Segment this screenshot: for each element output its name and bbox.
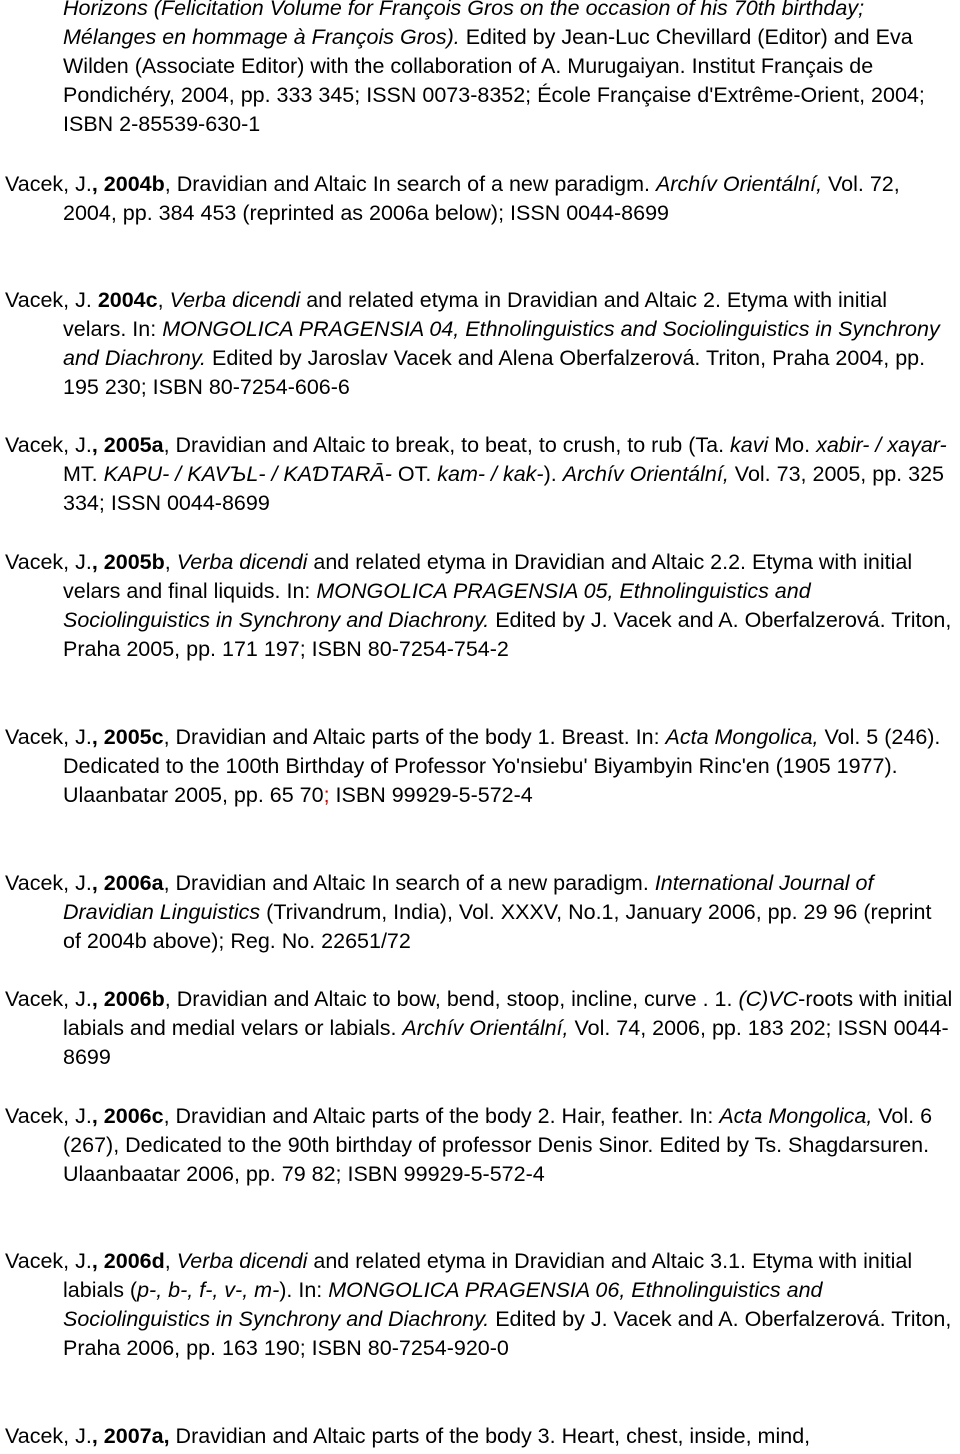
entry-text-segment: (C)VC <box>738 987 799 1011</box>
entry-text-segment: Verba dicendi <box>176 550 308 574</box>
entry-text-segment: Dravidian and Altaic parts of the body 3. Heart, chest, inside, mind, <box>169 1424 811 1448</box>
bibliography-entry-vacek-2007a <box>5 1422 955 1451</box>
entry-text-segment: , 2007a, <box>91 1424 170 1448</box>
entry-text-segment: Archív Orientální, <box>562 462 729 486</box>
entry-text-segment: Vacek, J. <box>5 172 92 196</box>
entry-text-segment: Vacek, J. <box>5 550 92 574</box>
entry-text-segment: Edited by Jean-Luc Chevillard (Editor) and Eva Wilden (Associate Editor) with the collaboration of A. Murugaiyan. Institut Français de Pondichéry, 2004, pp. 333 345; ISSN 0073-8352; École Française d'Extrême-Orient, 2004; ISBN 2-85539-630-1 <box>63 25 925 136</box>
bibliography-entry-horizons-continuation <box>5 0 955 139</box>
entry-text-segment: , Dravidian and Altaic to bow, bend, stoop, incline, curve . 1. <box>164 987 739 1011</box>
entry-text-segment: MONGOLICA PRAGENSIA 05, Ethnolinguistics and Sociolinguistics in Synchrony and Diachrony. <box>63 579 811 632</box>
entry-text-segment: , 2004b <box>91 172 165 196</box>
bibliography-entry-vacek-2005b <box>5 548 955 664</box>
bibliography-entry-vacek-2006b <box>5 985 955 1072</box>
entry-text-segment: ). <box>543 462 563 486</box>
bibliography-entry-vacek-2006c <box>5 1102 955 1189</box>
entry-text-segment: , 2006c <box>91 1104 164 1128</box>
entry-text-segment: Vacek, J. <box>5 1104 92 1128</box>
bibliography-entry-vacek-2004c <box>5 286 955 402</box>
entry-text-segment: 2004c <box>97 288 158 312</box>
bibliography-entry-vacek-2004b <box>5 170 955 228</box>
entry-text-segment: (Trivandrum, India), Vol. XXXV, No.1, January 2006, pp. 29 96 (reprint of 2004b above); Reg. No. 22651/72 <box>63 900 932 953</box>
entry-text-segment: , Dravidian and Altaic In search of a new paradigm. <box>164 172 656 196</box>
entry-text-segment: International Journal of Dravidian Linguistics <box>63 871 874 924</box>
entry-text-segment: Edited by J. Vacek and A. Oberfalzerová. Triton, Praha 2006, pp. 163 190; ISBN 80-7254-920-0 <box>63 1307 952 1360</box>
entry-text-segment: , <box>157 288 170 312</box>
entry-text-segment: and related etyma in Dravidian and Altaic 2.2. Etyma with initial velars and final liquids. In: <box>63 550 913 603</box>
entry-text-segment: xabir- / xaγar- <box>816 433 947 457</box>
entry-text-segment: Archív Orientální, <box>655 172 823 196</box>
entry-text-segment: , 2005a <box>91 433 164 457</box>
entry-text-segment: Verba dicendi <box>169 288 301 312</box>
entry-text-segment: Vol. 74, 2006, pp. 183 202; ISSN 0044-8699 <box>63 1016 949 1069</box>
entry-text-segment: , Dravidian and Altaic to break, to beat, to crush, to rub (Ta. <box>163 433 731 457</box>
entry-text-segment: Vacek, J. <box>5 1249 92 1273</box>
entry-text-segment: -roots with initial labials and medial velars or labials. <box>63 987 953 1040</box>
entry-text-segment: MONGOLICA PRAGENSIA 06, Ethnolinguistics and Sociolinguistics in Synchrony and Diachrony. <box>63 1278 823 1331</box>
entry-text-segment: ). In: <box>279 1278 329 1302</box>
entry-text-segment: , <box>164 550 177 574</box>
entry-text-segment: , 2005c <box>91 725 164 749</box>
entry-text-segment: Vacek, J. <box>5 433 92 457</box>
entry-text-segment: , 2006d <box>91 1249 165 1273</box>
entry-text-segment: Vol. 73, 2005, pp. 325 334; ISSN 0044-8699 <box>63 462 944 515</box>
entry-text-segment: Edited by Jaroslav Vacek and Alena Oberfalzerová. Triton, Praha 2004, pp. 195 230; ISBN 80-7254-606-6 <box>63 346 926 399</box>
entry-text-segment: , Dravidian and Altaic parts of the body 1. Breast. In: <box>163 725 666 749</box>
entry-text-segment: ; <box>323 783 330 807</box>
entry-text-segment: ISBN 99929-5-572-4 <box>329 783 533 807</box>
bibliography-entry-vacek-2005c <box>5 723 955 810</box>
entry-text-segment: , 2006b <box>91 987 165 1011</box>
entry-text-segment: Acta Mongolica, <box>665 725 819 749</box>
entry-text-segment: Vol. 72, 2004, pp. 384 453 (reprinted as 2006a below); ISSN 0044-8699 <box>63 172 900 225</box>
entry-text-segment: , 2006a <box>91 871 164 895</box>
entry-text-segment: kavi <box>730 433 769 457</box>
entry-text-segment: Vacek, J. <box>5 288 98 312</box>
entry-text-segment: Acta Mongolica, <box>719 1104 873 1128</box>
bibliography-entry-vacek-2005a <box>5 431 955 518</box>
entry-text-segment: Vacek, J. <box>5 871 92 895</box>
bibliography-entry-vacek-2006a <box>5 869 955 956</box>
entry-text-segment: Vacek, J. <box>5 987 92 1011</box>
entry-text-segment: Vacek, J. <box>5 725 92 749</box>
entry-text-segment: Vol. 6 (267), Dedicated to the 90th birthday of professor Denis Sinor. Edited by Ts. Shagdarsuren. Ulaanbaatar 2006, pp. 79 82; ISBN 99929-5-572-4 <box>63 1104 933 1186</box>
entry-text-segment: , 2005b <box>91 550 165 574</box>
entry-text-segment: Vol. 5 (246). Dedicated to the 100th Birthday of Professor Yo'nsiebu' Biyambyin Rinc'en (1905 1977). Ulaanbatar 2005, pp. 65 70 <box>63 725 941 807</box>
entry-text-segment: KAPU- / KAVЪL- / KAƊTARĀ- <box>103 462 392 486</box>
entry-text-segment: Horizons (Felicitation Volume for François Gros on the occasion of his 70th birthday; Mélanges en hommage à François Gros). <box>63 0 865 49</box>
entry-text-segment: Vacek, J. <box>5 1424 92 1448</box>
bibliography-entry-vacek-2006d <box>5 1247 955 1363</box>
entry-text-segment: OT. <box>391 462 438 486</box>
entry-text-segment: p-, b-, f-, v-, m- <box>137 1278 280 1302</box>
entry-text-segment: and related etyma in Dravidian and Altaic 3.1. Etyma with initial labials ( <box>63 1249 913 1302</box>
entry-text-segment: and related etyma in Dravidian and Altaic 2. Etyma with initial velars. In: <box>63 288 888 341</box>
entry-text-segment: , <box>164 1249 177 1273</box>
entry-text-segment: , Dravidian and Altaic parts of the body 2. Hair, feather. In: <box>163 1104 720 1128</box>
entry-text-segment: Edited by J. Vacek and A. Oberfalzerová. Triton, Praha 2005, pp. 171 197; ISBN 80-7254-754-2 <box>63 608 952 661</box>
entry-text-segment: Archív Orientální, <box>402 1016 569 1040</box>
entry-text-segment: , Dravidian and Altaic In search of a new paradigm. <box>163 871 655 895</box>
entry-text-segment: MONGOLICA PRAGENSIA 04, Ethnolinguistics and Sociolinguistics in Synchrony and Diachrony. <box>63 317 940 370</box>
entry-text-segment: MT. <box>63 462 104 486</box>
entry-text-segment: Mo. <box>768 433 817 457</box>
entry-text-segment: Verba dicendi <box>176 1249 308 1273</box>
entry-text-segment: kam- / kak- <box>437 462 544 486</box>
